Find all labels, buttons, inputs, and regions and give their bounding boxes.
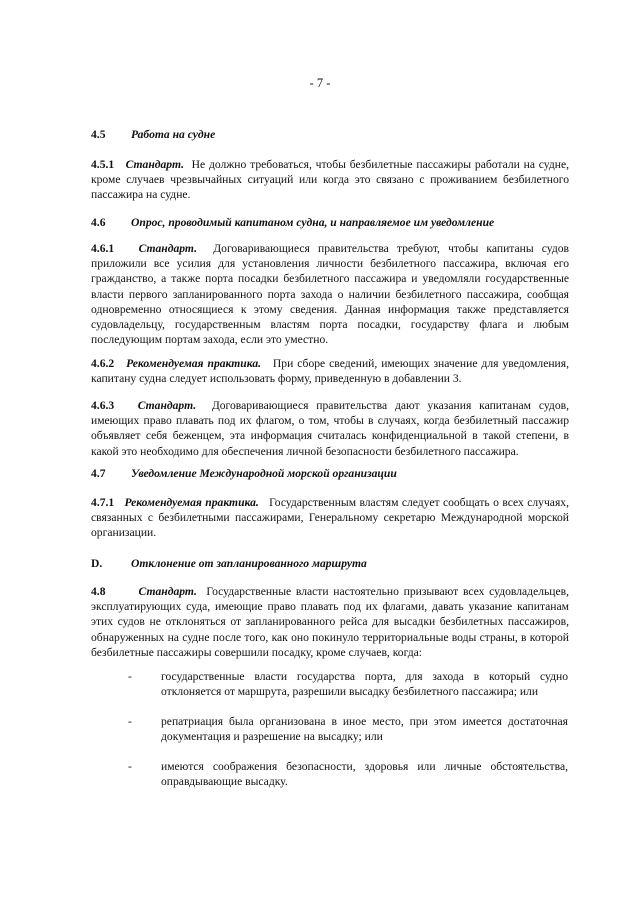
paragraph-label: Стандарт.	[138, 585, 197, 598]
section-title: Опрос, проводимый капитаном судна, и направляемое им уведомление	[131, 216, 495, 229]
section-title: Уведомление Международной морской организации	[131, 467, 397, 480]
paragraph-text: Договаривающиеся правительства дают указания капитанам судов, имеющих право плавать под их флагом, о том, чтобы в случаях, когда безбилетный пассажир объявляет себя беженцем, эта информация считалась конфиденциальной в такой степени, в какой это необходимо для обеспечения личной безопасности безбилетного пассажира.	[91, 399, 569, 458]
section-number: 4.5	[91, 128, 106, 141]
section-title: Работа на судне	[131, 128, 216, 141]
paragraph-4-8	[91, 584, 569, 660]
paragraph-number: 4.7.1	[91, 496, 115, 509]
paragraph-label: Стандарт.	[138, 242, 197, 255]
section-number: 4.6	[91, 216, 106, 229]
paragraph-number: 4.8	[91, 585, 106, 598]
paragraph-label: Стандарт.	[137, 399, 197, 412]
paragraph-label: Рекомендуемая практика.	[124, 496, 259, 509]
paragraph-number: 4.5.1	[91, 158, 115, 171]
paragraph-text: Договаривающиеся правительства требуют, чтобы капитаны судов приложили все усилия для установления личности безбилетного пассажира, включая его гражданство, а также порта посадки безбилетного пассажира и уведомляли государственные власти первого запланированного порта захода о наличии безбилетного пассажира, сообщая одновременно относящиеся к этому сведения. Данная информация также представляется судовладельцу, государственным властям порта посадки, государству флага и любым последующим портам захода, если это уместно.	[91, 242, 569, 347]
section-number: 4.7	[91, 467, 106, 480]
paragraph-number: 4.6.2	[91, 357, 115, 370]
paragraph-text: Государственные власти настоятельно призывают всех судовладельцев, эксплуатирующих суда, имеющие право плавать под их флагами, давать указание капитанам этих судов не отклоняться от запланированного рейса для высадки безбилетных пассажиров, обнаруженных на судне после того, как оно покинуло территориальные воды страны, в которой безбилетные пассажиры совершили посадку, кроме случаев, когда:	[91, 585, 570, 659]
dash-bullet: -	[128, 760, 132, 773]
section-number: D.	[91, 557, 103, 570]
list-item-text: государственные власти государства порта, для захода в который судно отклоняется от маршрута, разрешили высадку безбилетного пассажира; или	[161, 670, 568, 699]
paragraph-label: Стандарт.	[125, 158, 185, 171]
paragraph-4-6-3	[91, 398, 569, 459]
page-number: - 7 -	[309, 76, 331, 90]
dash-bullet: -	[128, 715, 132, 728]
paragraph-label: Рекомендуемая практика.	[126, 357, 262, 370]
paragraph-text: При сборе сведений, имеющих значение для уведомления, капитану судна следует использовать форму, приведенную в добавлении 3.	[91, 357, 569, 386]
section-title: Отклонение от запланированного маршрута	[131, 557, 367, 570]
paragraph-4-5-1	[91, 157, 569, 203]
dash-bullet: -	[128, 670, 132, 683]
list-item-text: репатриация была организована в иное место, при этом имеется достаточная документация и разрешение на высадку; или	[161, 715, 568, 744]
paragraph-number: 4.6.3	[91, 399, 115, 412]
paragraph-4-6-1	[91, 241, 569, 347]
list-item-text: имеются соображения безопасности, здоровья или личные обстоятельства, оправдывающие высадку.	[161, 760, 568, 789]
paragraph-text: Государственным властям следует сообщать о всех случаях, связанных с безбилетными пассажирами, Генеральному секретарю Международной морской организации.	[91, 496, 569, 540]
paragraph-text: Не должно требоваться, чтобы безбилетные пассажиры работали на судне, кроме случаев чрезвычайных ситуаций или когда это связано с проживанием безбилетного пассажира на судне.	[91, 158, 570, 202]
paragraph-number: 4.6.1	[91, 242, 115, 255]
paragraph-4-7-1	[91, 495, 569, 541]
paragraph-4-6-2	[91, 356, 569, 386]
